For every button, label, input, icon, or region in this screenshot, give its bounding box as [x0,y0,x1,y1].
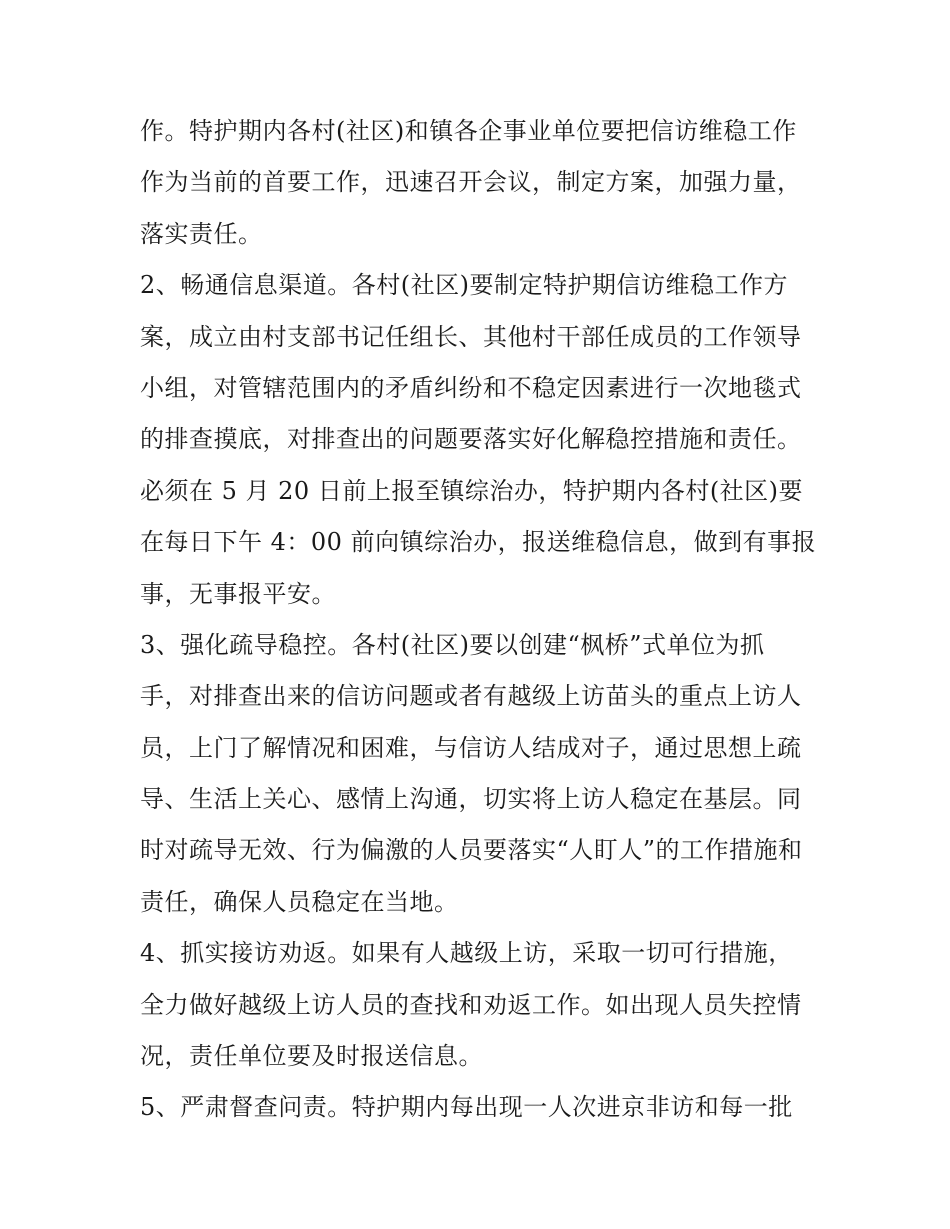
text-line: 员，上门了解情况和困难，与信访人结成对子，通过思想上疏 [140,733,802,762]
text-line: 事，无事报平安。 [140,579,336,608]
text-line: 小组，对管辖范围内的矛盾纠纷和不稳定因素进行一次地毯式 [140,373,802,402]
text-line: 导、生活上关心、感情上沟通，切实将上访人稳定在基层。同 [140,785,802,814]
text-line: 落实责任。 [140,219,263,248]
text-line: 案，成立由村支部书记任组长、其他村干部任成员的工作领导 [140,322,802,351]
text-line: 作。特护期内各村(社区)和镇各企事业单位要把信访维稳工作 [140,117,797,145]
text-line: 况，责任单位要及时报送信息。 [140,1042,483,1071]
text-line: 的排查摸底，对排查出的问题要落实好化解稳控措施和责任。 [140,425,802,454]
text-line: 4、抓实接访劝返。如果有人越级上访，采取一切可行措施， [140,939,793,968]
text-line: 手，对排查出来的信访问题或者有越级上访苗头的重点上访人 [140,682,802,711]
text-line: 时对疏导无效、行为偏激的人员要落实“人盯人”的工作措施和 [140,836,803,865]
text-line: 2、畅通信息渠道。各村(社区)要制定特护期信访维稳工作方 [140,271,788,300]
text-line: 3、强化疏导稳控。各村(社区)要以创建“枫桥”式单位为抓 [140,630,765,659]
text-line: 5、严肃督查问责。特护期内每出现一人次进京非访和每一批 [140,1093,793,1122]
text-line: 责任，确保人员稳定在当地。 [140,887,459,916]
text-line: 必须在 5 月 20 日前上报至镇综治办，特护期内各村(社区)要 [140,476,804,505]
text-line: 全力做好越级上访人员的查找和劝返工作。如出现人员失控情 [140,990,802,1019]
text-line: 作为当前的首要工作，迅速召开会议，制定方案，加强力量， [140,168,802,197]
text-line: 在每日下午 4：00 前向镇综治办，报送维稳信息，做到有事报 [140,528,817,557]
document-body [140,106,820,1134]
